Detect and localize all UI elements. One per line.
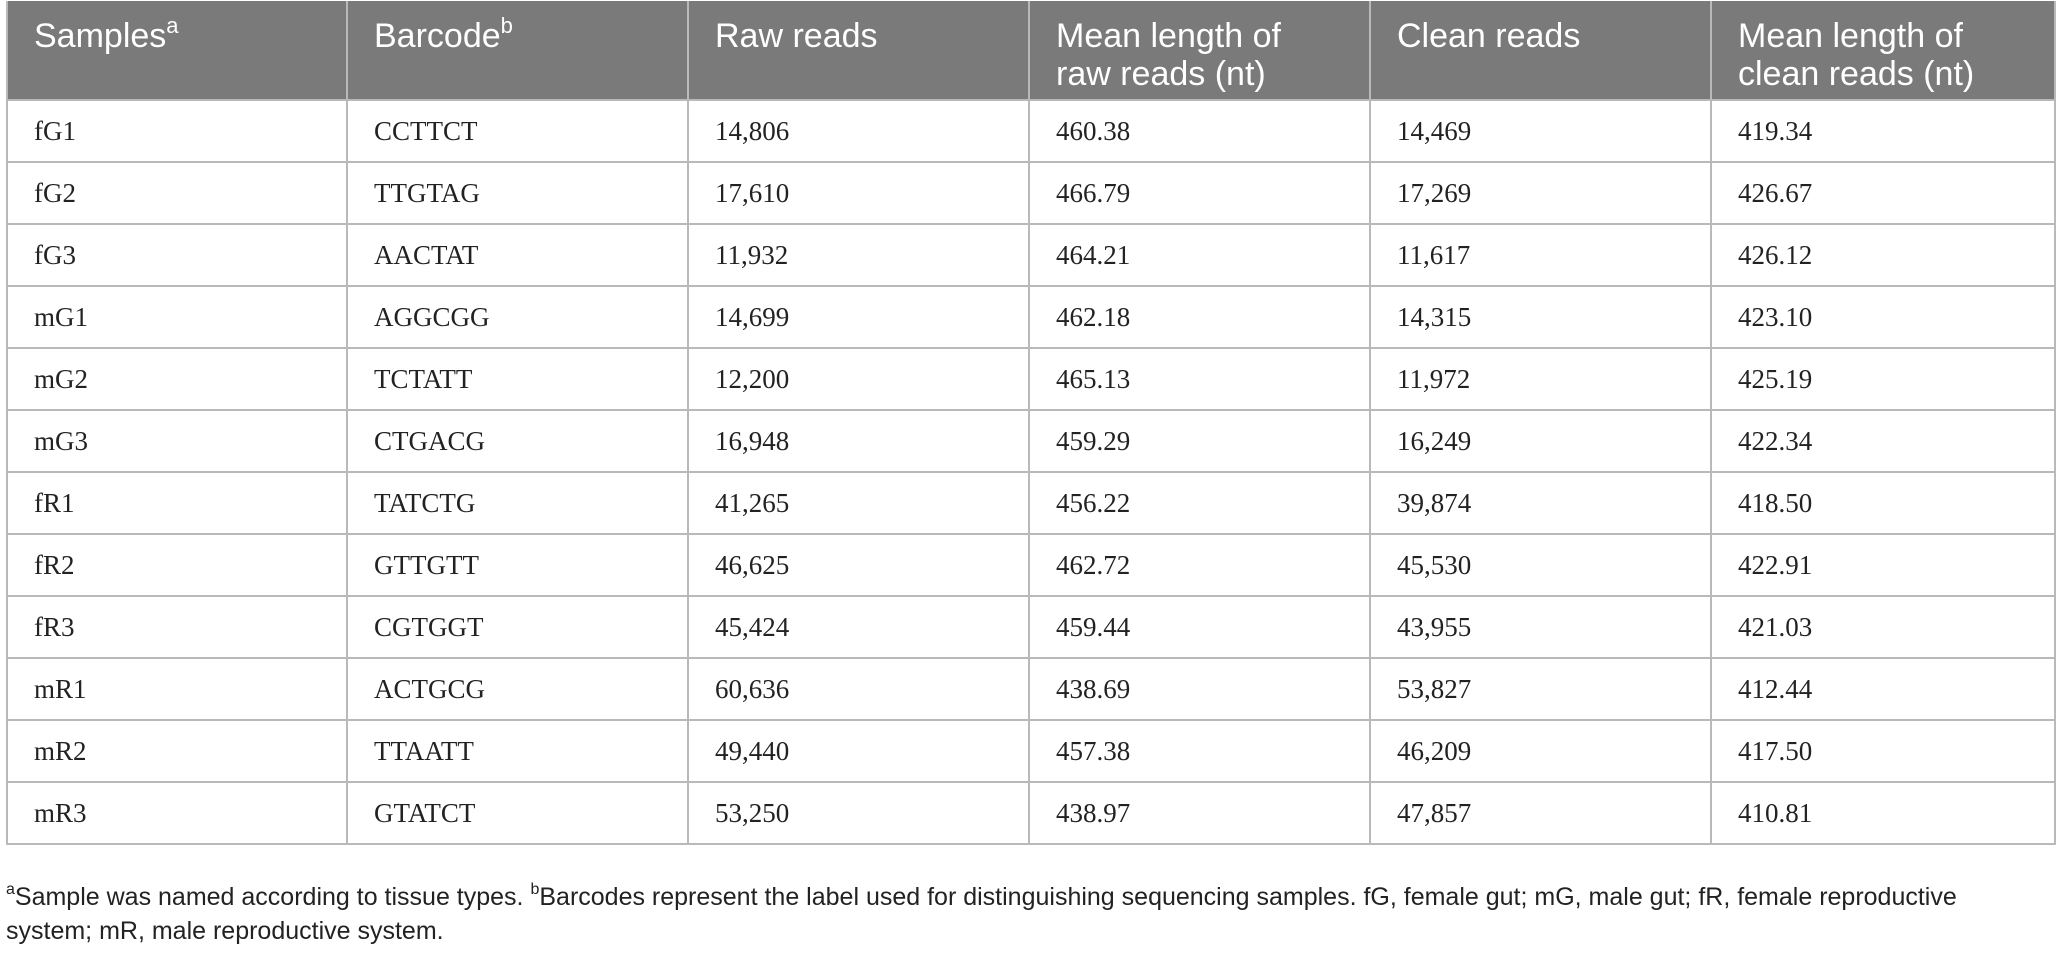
- table-cell: 418.50: [1711, 472, 2055, 534]
- footnote-b-marker: b: [530, 880, 540, 898]
- table-cell: CTGACG: [347, 410, 688, 472]
- table-cell: 459.44: [1029, 596, 1370, 658]
- footnote-a-marker: a: [6, 880, 15, 898]
- table-cell: 14,806: [688, 100, 1029, 162]
- table-cell: 39,874: [1370, 472, 1711, 534]
- table-cell: 14,469: [1370, 100, 1711, 162]
- table-cell: 462.72: [1029, 534, 1370, 596]
- table-cell: 16,948: [688, 410, 1029, 472]
- table-cell: TCTATT: [347, 348, 688, 410]
- table-cell: mG3: [7, 410, 347, 472]
- table-cell: 422.91: [1711, 534, 2055, 596]
- table-cell: AGGCGG: [347, 286, 688, 348]
- table-cell: 17,269: [1370, 162, 1711, 224]
- table-cell: 426.12: [1711, 224, 2055, 286]
- table-cell: fR1: [7, 472, 347, 534]
- table-row: [7, 286, 2055, 348]
- table-cell: 410.81: [1711, 782, 2055, 844]
- table-cell: 45,424: [688, 596, 1029, 658]
- column-header-label: Mean length of clean reads (nt): [1738, 17, 1975, 93]
- table-cell: 419.34: [1711, 100, 2055, 162]
- table-cell: fG3: [7, 224, 347, 286]
- column-header: [1711, 1, 2055, 100]
- table-cell: fR3: [7, 596, 347, 658]
- table-cell: 421.03: [1711, 596, 2055, 658]
- table-cell: 423.10: [1711, 286, 2055, 348]
- table-cell: 466.79: [1029, 162, 1370, 224]
- table-row: [7, 782, 2055, 844]
- table-cell: 46,209: [1370, 720, 1711, 782]
- table-row: [7, 100, 2055, 162]
- table-cell: 11,932: [688, 224, 1029, 286]
- table-cell: TTGTAG: [347, 162, 688, 224]
- table-cell: 46,625: [688, 534, 1029, 596]
- table-cell: 17,610: [688, 162, 1029, 224]
- table-cell: 41,265: [688, 472, 1029, 534]
- table-cell: 11,617: [1370, 224, 1711, 286]
- table-cell: mG1: [7, 286, 347, 348]
- column-header: [347, 1, 688, 100]
- table-cell: fR2: [7, 534, 347, 596]
- column-header: [1029, 1, 1370, 100]
- table-row: [7, 720, 2055, 782]
- table-row: [7, 348, 2055, 410]
- table-cell: 47,857: [1370, 782, 1711, 844]
- table-cell: fG2: [7, 162, 347, 224]
- table-cell: mR1: [7, 658, 347, 720]
- table-cell: 412.44: [1711, 658, 2055, 720]
- table-cell: 12,200: [688, 348, 1029, 410]
- table-row: [7, 224, 2055, 286]
- table-cell: 460.38: [1029, 100, 1370, 162]
- table-footnote: [6, 880, 2046, 948]
- data-table-container: [6, 1, 2054, 845]
- table-row: [7, 658, 2055, 720]
- table-cell: 43,955: [1370, 596, 1711, 658]
- table-cell: 11,972: [1370, 348, 1711, 410]
- table-body: [7, 100, 2055, 844]
- header-row: [7, 1, 2055, 100]
- column-header-label: Mean length of raw reads (nt): [1056, 17, 1281, 93]
- table-cell: 417.50: [1711, 720, 2055, 782]
- column-header: [1370, 1, 1711, 100]
- column-header-footnote-marker: b: [500, 12, 513, 38]
- table-row: [7, 534, 2055, 596]
- table-row: [7, 596, 2055, 658]
- table-cell: GTATCT: [347, 782, 688, 844]
- table-cell: TTAATT: [347, 720, 688, 782]
- column-header: [7, 1, 347, 100]
- table-cell: 438.69: [1029, 658, 1370, 720]
- table-row: [7, 162, 2055, 224]
- table-cell: TATCTG: [347, 472, 688, 534]
- table-header: [7, 1, 2055, 100]
- table-cell: 60,636: [688, 658, 1029, 720]
- column-header-label: Raw reads: [715, 17, 878, 55]
- table-cell: mR3: [7, 782, 347, 844]
- column-header-footnote-marker: a: [166, 12, 179, 38]
- table-cell: 462.18: [1029, 286, 1370, 348]
- table-cell: 457.38: [1029, 720, 1370, 782]
- table-row: [7, 410, 2055, 472]
- table-cell: 422.34: [1711, 410, 2055, 472]
- footnote-b-text: Barcodes represent the label used for distinguishing sequencing samples. fG, female gut; mG, male gut; fR, female reproductive system; mR, male reproductive system.: [6, 883, 1957, 945]
- table-cell: mG2: [7, 348, 347, 410]
- table-cell: fG1: [7, 100, 347, 162]
- table-cell: CCTTCT: [347, 100, 688, 162]
- table-cell: 459.29: [1029, 410, 1370, 472]
- table-cell: GTTGTT: [347, 534, 688, 596]
- table-cell: ACTGCG: [347, 658, 688, 720]
- column-header-label: Clean reads: [1397, 17, 1581, 55]
- table-cell: 49,440: [688, 720, 1029, 782]
- table-cell: 456.22: [1029, 472, 1370, 534]
- column-header: [688, 1, 1029, 100]
- table-cell: 465.13: [1029, 348, 1370, 410]
- footnote-a-text: Sample was named according to tissue types.: [14, 883, 531, 911]
- table-cell: 464.21: [1029, 224, 1370, 286]
- table-cell: 45,530: [1370, 534, 1711, 596]
- table-cell: 14,699: [688, 286, 1029, 348]
- table-cell: 53,250: [688, 782, 1029, 844]
- table-cell: 425.19: [1711, 348, 2055, 410]
- table-cell: CGTGGT: [347, 596, 688, 658]
- table-cell: 426.67: [1711, 162, 2055, 224]
- column-header-label: Barcode: [374, 17, 501, 55]
- table-cell: 438.97: [1029, 782, 1370, 844]
- table-cell: mR2: [7, 720, 347, 782]
- sequencing-reads-table: [6, 1, 2056, 845]
- table-cell: 53,827: [1370, 658, 1711, 720]
- table-row: [7, 472, 2055, 534]
- column-header-label: Samples: [34, 17, 167, 55]
- table-cell: AACTAT: [347, 224, 688, 286]
- table-cell: 16,249: [1370, 410, 1711, 472]
- table-cell: 14,315: [1370, 286, 1711, 348]
